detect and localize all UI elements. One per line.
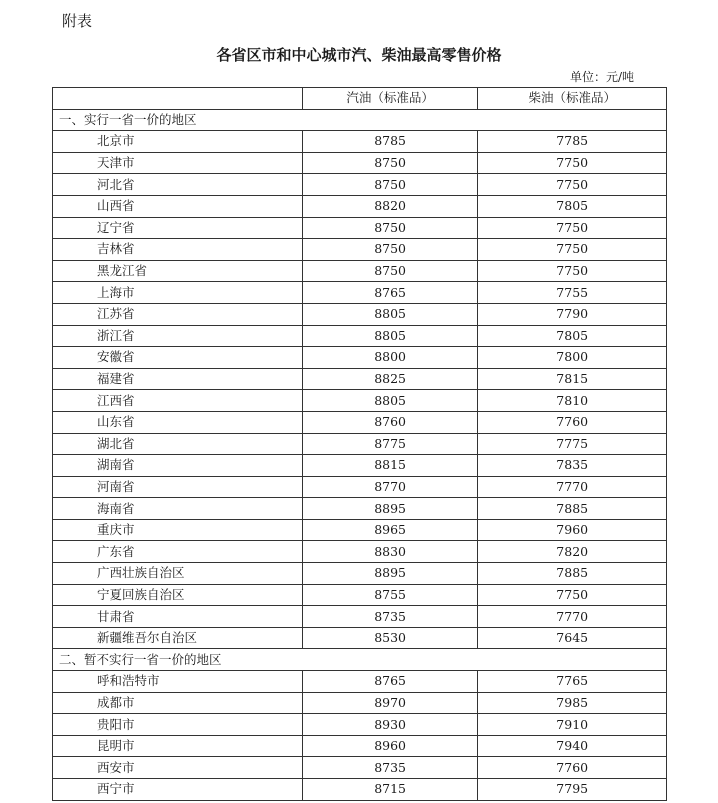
diesel-price-cell: 7940 [478,735,667,757]
gasoline-price-cell: 8715 [302,779,478,801]
section-title: 二、暂不实行一省一价的地区 [53,649,667,671]
table-row [53,455,667,477]
diesel-price-cell: 7750 [478,239,667,261]
diesel-price-cell: 7815 [478,368,667,390]
region-name-cell: 天津市 [53,152,303,174]
table-row [53,325,667,347]
table-row [53,368,667,390]
gasoline-price-cell: 8750 [302,239,478,261]
region-name-cell: 西安市 [53,757,303,779]
region-name-cell: 新疆维吾尔自治区 [53,627,303,649]
region-name-cell: 重庆市 [53,519,303,541]
gasoline-price-cell: 8960 [302,735,478,757]
diesel-price-cell: 7805 [478,195,667,217]
gasoline-price-cell: 8765 [302,671,478,693]
region-name-cell: 贵阳市 [53,714,303,736]
section-row [53,649,667,671]
gasoline-price-cell: 8930 [302,714,478,736]
table-row [53,260,667,282]
gasoline-price-cell: 8805 [302,325,478,347]
region-name-cell: 辽宁省 [53,217,303,239]
diesel-price-cell: 7760 [478,757,667,779]
price-table [52,87,667,801]
diesel-price-cell: 7805 [478,325,667,347]
gasoline-price-cell: 8735 [302,757,478,779]
table-row [53,714,667,736]
table-row [53,217,667,239]
region-name-cell: 甘肃省 [53,606,303,628]
header-row [53,88,667,110]
gasoline-price-cell: 8895 [302,498,478,520]
table-row [53,735,667,757]
gasoline-price-cell: 8775 [302,433,478,455]
gasoline-price-cell: 8830 [302,541,478,563]
gasoline-price-cell: 8750 [302,260,478,282]
region-name-cell: 河北省 [53,174,303,196]
gasoline-price-cell: 8820 [302,195,478,217]
diesel-price-cell: 7750 [478,174,667,196]
table-row [53,519,667,541]
region-name-cell: 呼和浩特市 [53,671,303,693]
region-name-cell: 黑龙江省 [53,260,303,282]
diesel-price-cell: 7770 [478,606,667,628]
section-row [53,109,667,131]
diesel-price-cell: 7795 [478,779,667,801]
table-row [53,433,667,455]
diesel-price-cell: 7960 [478,519,667,541]
appendix-label: 附表 [62,12,93,30]
table-row [53,757,667,779]
diesel-price-cell: 7810 [478,390,667,412]
table-row [53,195,667,217]
region-name-cell: 福建省 [53,368,303,390]
table-row [53,692,667,714]
diesel-price-cell: 7765 [478,671,667,693]
table-row [53,671,667,693]
region-name-cell: 宁夏回族自治区 [53,584,303,606]
gasoline-price-cell: 8970 [302,692,478,714]
diesel-price-cell: 7835 [478,455,667,477]
region-name-cell: 安徽省 [53,347,303,369]
region-name-cell: 湖南省 [53,455,303,477]
region-name-cell: 山东省 [53,411,303,433]
table-row [53,152,667,174]
table-row [53,174,667,196]
gasoline-price-cell: 8770 [302,476,478,498]
region-name-cell: 山西省 [53,195,303,217]
gasoline-price-cell: 8765 [302,282,478,304]
diesel-price-cell: 7985 [478,692,667,714]
region-name-cell: 昆明市 [53,735,303,757]
diesel-price-cell: 7910 [478,714,667,736]
table-row [53,239,667,261]
table-row [53,606,667,628]
header-cell-region [53,88,303,110]
region-name-cell: 上海市 [53,282,303,304]
table-row [53,411,667,433]
region-name-cell: 浙江省 [53,325,303,347]
region-name-cell: 河南省 [53,476,303,498]
diesel-price-cell: 7750 [478,152,667,174]
gasoline-price-cell: 8785 [302,131,478,153]
gasoline-price-cell: 8750 [302,152,478,174]
gasoline-price-cell: 8735 [302,606,478,628]
gasoline-price-cell: 8805 [302,303,478,325]
table-row [53,476,667,498]
table-row [53,303,667,325]
region-name-cell: 海南省 [53,498,303,520]
table-row [53,347,667,369]
table-row [53,627,667,649]
region-name-cell: 成都市 [53,692,303,714]
region-name-cell: 西宁市 [53,779,303,801]
diesel-price-cell: 7785 [478,131,667,153]
table-row [53,390,667,412]
region-name-cell: 广西壮族自治区 [53,563,303,585]
table-row [53,779,667,801]
header-cell-diesel: 柴油（标准品） [478,88,667,110]
region-name-cell: 江苏省 [53,303,303,325]
diesel-price-cell: 7790 [478,303,667,325]
table-title: 各省区市和中心城市汽、柴油最高零售价格 [216,46,502,64]
region-name-cell: 广东省 [53,541,303,563]
table-row [53,584,667,606]
diesel-price-cell: 7775 [478,433,667,455]
diesel-price-cell: 7750 [478,260,667,282]
diesel-price-cell: 7760 [478,411,667,433]
diesel-price-cell: 7755 [478,282,667,304]
diesel-price-cell: 7885 [478,498,667,520]
gasoline-price-cell: 8815 [302,455,478,477]
diesel-price-cell: 7750 [478,217,667,239]
diesel-price-cell: 7750 [478,584,667,606]
table-row [53,541,667,563]
diesel-price-cell: 7645 [478,627,667,649]
region-name-cell: 江西省 [53,390,303,412]
region-name-cell: 湖北省 [53,433,303,455]
diesel-price-cell: 7770 [478,476,667,498]
table-row [53,131,667,153]
gasoline-price-cell: 8530 [302,627,478,649]
gasoline-price-cell: 8760 [302,411,478,433]
diesel-price-cell: 7800 [478,347,667,369]
gasoline-price-cell: 8805 [302,390,478,412]
table-row [53,563,667,585]
gasoline-price-cell: 8750 [302,174,478,196]
diesel-price-cell: 7885 [478,563,667,585]
gasoline-price-cell: 8825 [302,368,478,390]
table-row [53,498,667,520]
gasoline-price-cell: 8755 [302,584,478,606]
unit-label: 单位：元/吨 [569,70,634,84]
diesel-price-cell: 7820 [478,541,667,563]
gasoline-price-cell: 8965 [302,519,478,541]
region-name-cell: 吉林省 [53,239,303,261]
section-title: 一、实行一省一价的地区 [53,109,667,131]
gasoline-price-cell: 8750 [302,217,478,239]
header-cell-gasoline: 汽油（标准品） [302,88,478,110]
gasoline-price-cell: 8895 [302,563,478,585]
region-name-cell: 北京市 [53,131,303,153]
gasoline-price-cell: 8800 [302,347,478,369]
table-row [53,282,667,304]
